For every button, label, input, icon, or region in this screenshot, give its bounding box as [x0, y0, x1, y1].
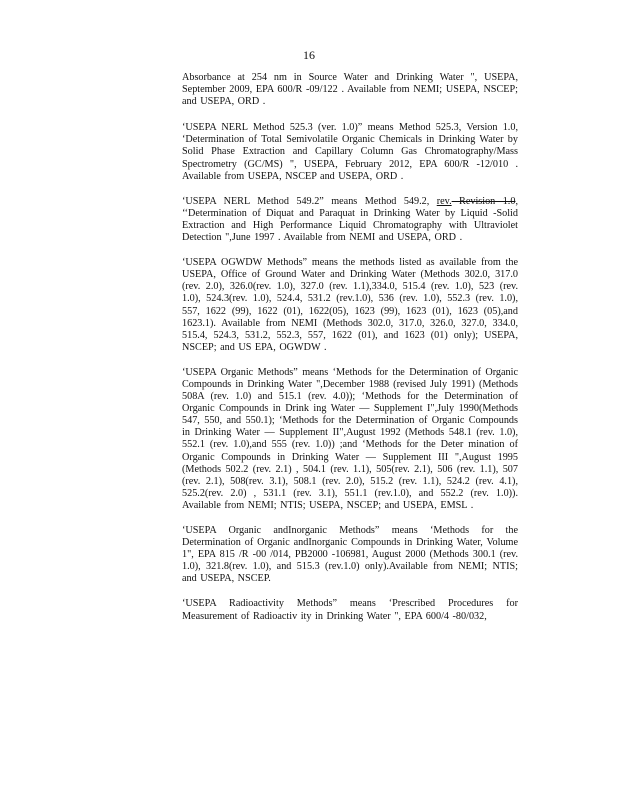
- paragraph-usepa-organic-inorganic-methods: ‘USEPA Organic andInorganic Methods” means ‘Methods for the Determination of Organic andInorganic Compounds in Drinking Water, Volume 1", EPA 815 /R -00 /014, PB2000 -106981, August 2000 (Methods 300.1 (rev. 1.0), 321.8(rev. 1.0), and 515.3 (rev.1.0) only).Available from NEMI; NTIS; and USEPA, NSCEP.: [182, 525, 518, 585]
- paragraph-absorbance-method: Absorbance at 254 nm in Source Water and Drinking Water ", USEPA, September 2009, EPA 600/R -09/122 . Available from NEMI; USEPA, NSCEP; and USEPA, ORD .: [182, 72, 518, 108]
- paragraph-usepa-radioactivity-methods: ‘USEPA Radioactivity Methods” means ‘Prescribed Procedures for Measurement of Radioactiv ity in Drinking Water ", EPA 600/4 -80/032,: [182, 598, 518, 622]
- paragraph-text: ‘USEPA NERL Method 549.2” means Method 549.2,: [182, 195, 437, 207]
- page-number: 16: [303, 48, 315, 62]
- paragraph-usepa-nerl-549-2: [182, 196, 518, 244]
- paragraph-text: , ‘‘Determination of Diquat and Paraquat in Drinking Water by Liquid -Solid Extraction and High Performance Liquid Chromatography with Ultraviolet Detection ",June 1997 . Available from NEMI and USEPA, ORD .: [182, 195, 518, 244]
- paragraph-usepa-organic-methods: ‘USEPA Organic Methods” means ‘Methods for the Determination of Organic Compounds in Drinking Water ",December 1988 (revised July 1991) (Methods 508A (rev. 1.0) and 515.1 (rev. 4.0)); ‘Methods for the Determination of Organic Compounds in Drink ing Water — Supplement I",July 1990(Methods 547, 550, and 550.1); ‘Methods for the Determination of Organic Compounds in Drinking Water — Supplement II",August 1992 (Methods 548.1 (rev. 1.0), 552.1 (rev. 1.0),and 555 (rev. 1.0)) ;and ‘Methods for the Deter mination of Organic Compounds in Drinking Water — Supplement III ",August 1995 (Methods 502.2 (rev. 2.1) , 504.1 (rev. 1.1), 505(rev. 2.1), 506 (rev. 1.1), 507 (rev. 2.1), 508(rev. 3.1), 508.1 (rev. 2.0), 515.2 (rev. 1.1), 524.2 (rev. 4.1), 525.2(rev. 2.0) , 531.1 (rev. 3.1), 551.1 (rev.1.0), and 552.2 (rev. 1.0)). Available from NEMI; NTIS; USEPA, NSCEP; and USEPA, EMSL .: [182, 366, 518, 511]
- paragraph-usepa-nerl-525-3: ‘USEPA NERL Method 525.3 (ver. 1.0)” means Method 525.3, Version 1.0, ‘Determination of Total Semivolatile Organic Chemicals in Drinking Water by Solid Phase Extraction and Capillary Column Gas Chromatography/Mass Spectrometry (GC/MS) ", USEPA, February 2012, EPA 600/R -12/010 . Available from USEPA, NSCEP and USEPA, ORD .: [182, 122, 518, 182]
- document-body: [182, 72, 518, 636]
- paragraph-usepa-ogwdw-methods: ‘USEPA OGWDW Methods” means the methods listed as available from the USEPA, Office of Ground Water and Drinking Water (Methods 302.0, 317.0 (rev. 2.0), 326.0(rev. 1.0), 327.0 (rev. 1.1),334.0, 515.4 (rev. 1.0), 523 (rev. 1.0), 524.3(rev. 1.0), 524.4, 531.2 (rev.1.0), 536 (rev. 1.0), 552.3 (rev. 1.0), 557, 1622 (99), 1622 (01), 1622(05), 1623 (99), 1623 (01), 1623 (05),and 1623.1). Available from NEMI (Methods 302.0, 317.0, 326.0, 327.0, 334.0, 515.4, 524.3, 531.2, 552.3, 557, 1622 (01), and 1623 (01) only); USEPA, NSCEP; and US EPA, OGWDW .: [182, 257, 518, 353]
- struck-text: Revision 1.0: [451, 195, 516, 207]
- inserted-text: rev.: [436, 195, 452, 207]
